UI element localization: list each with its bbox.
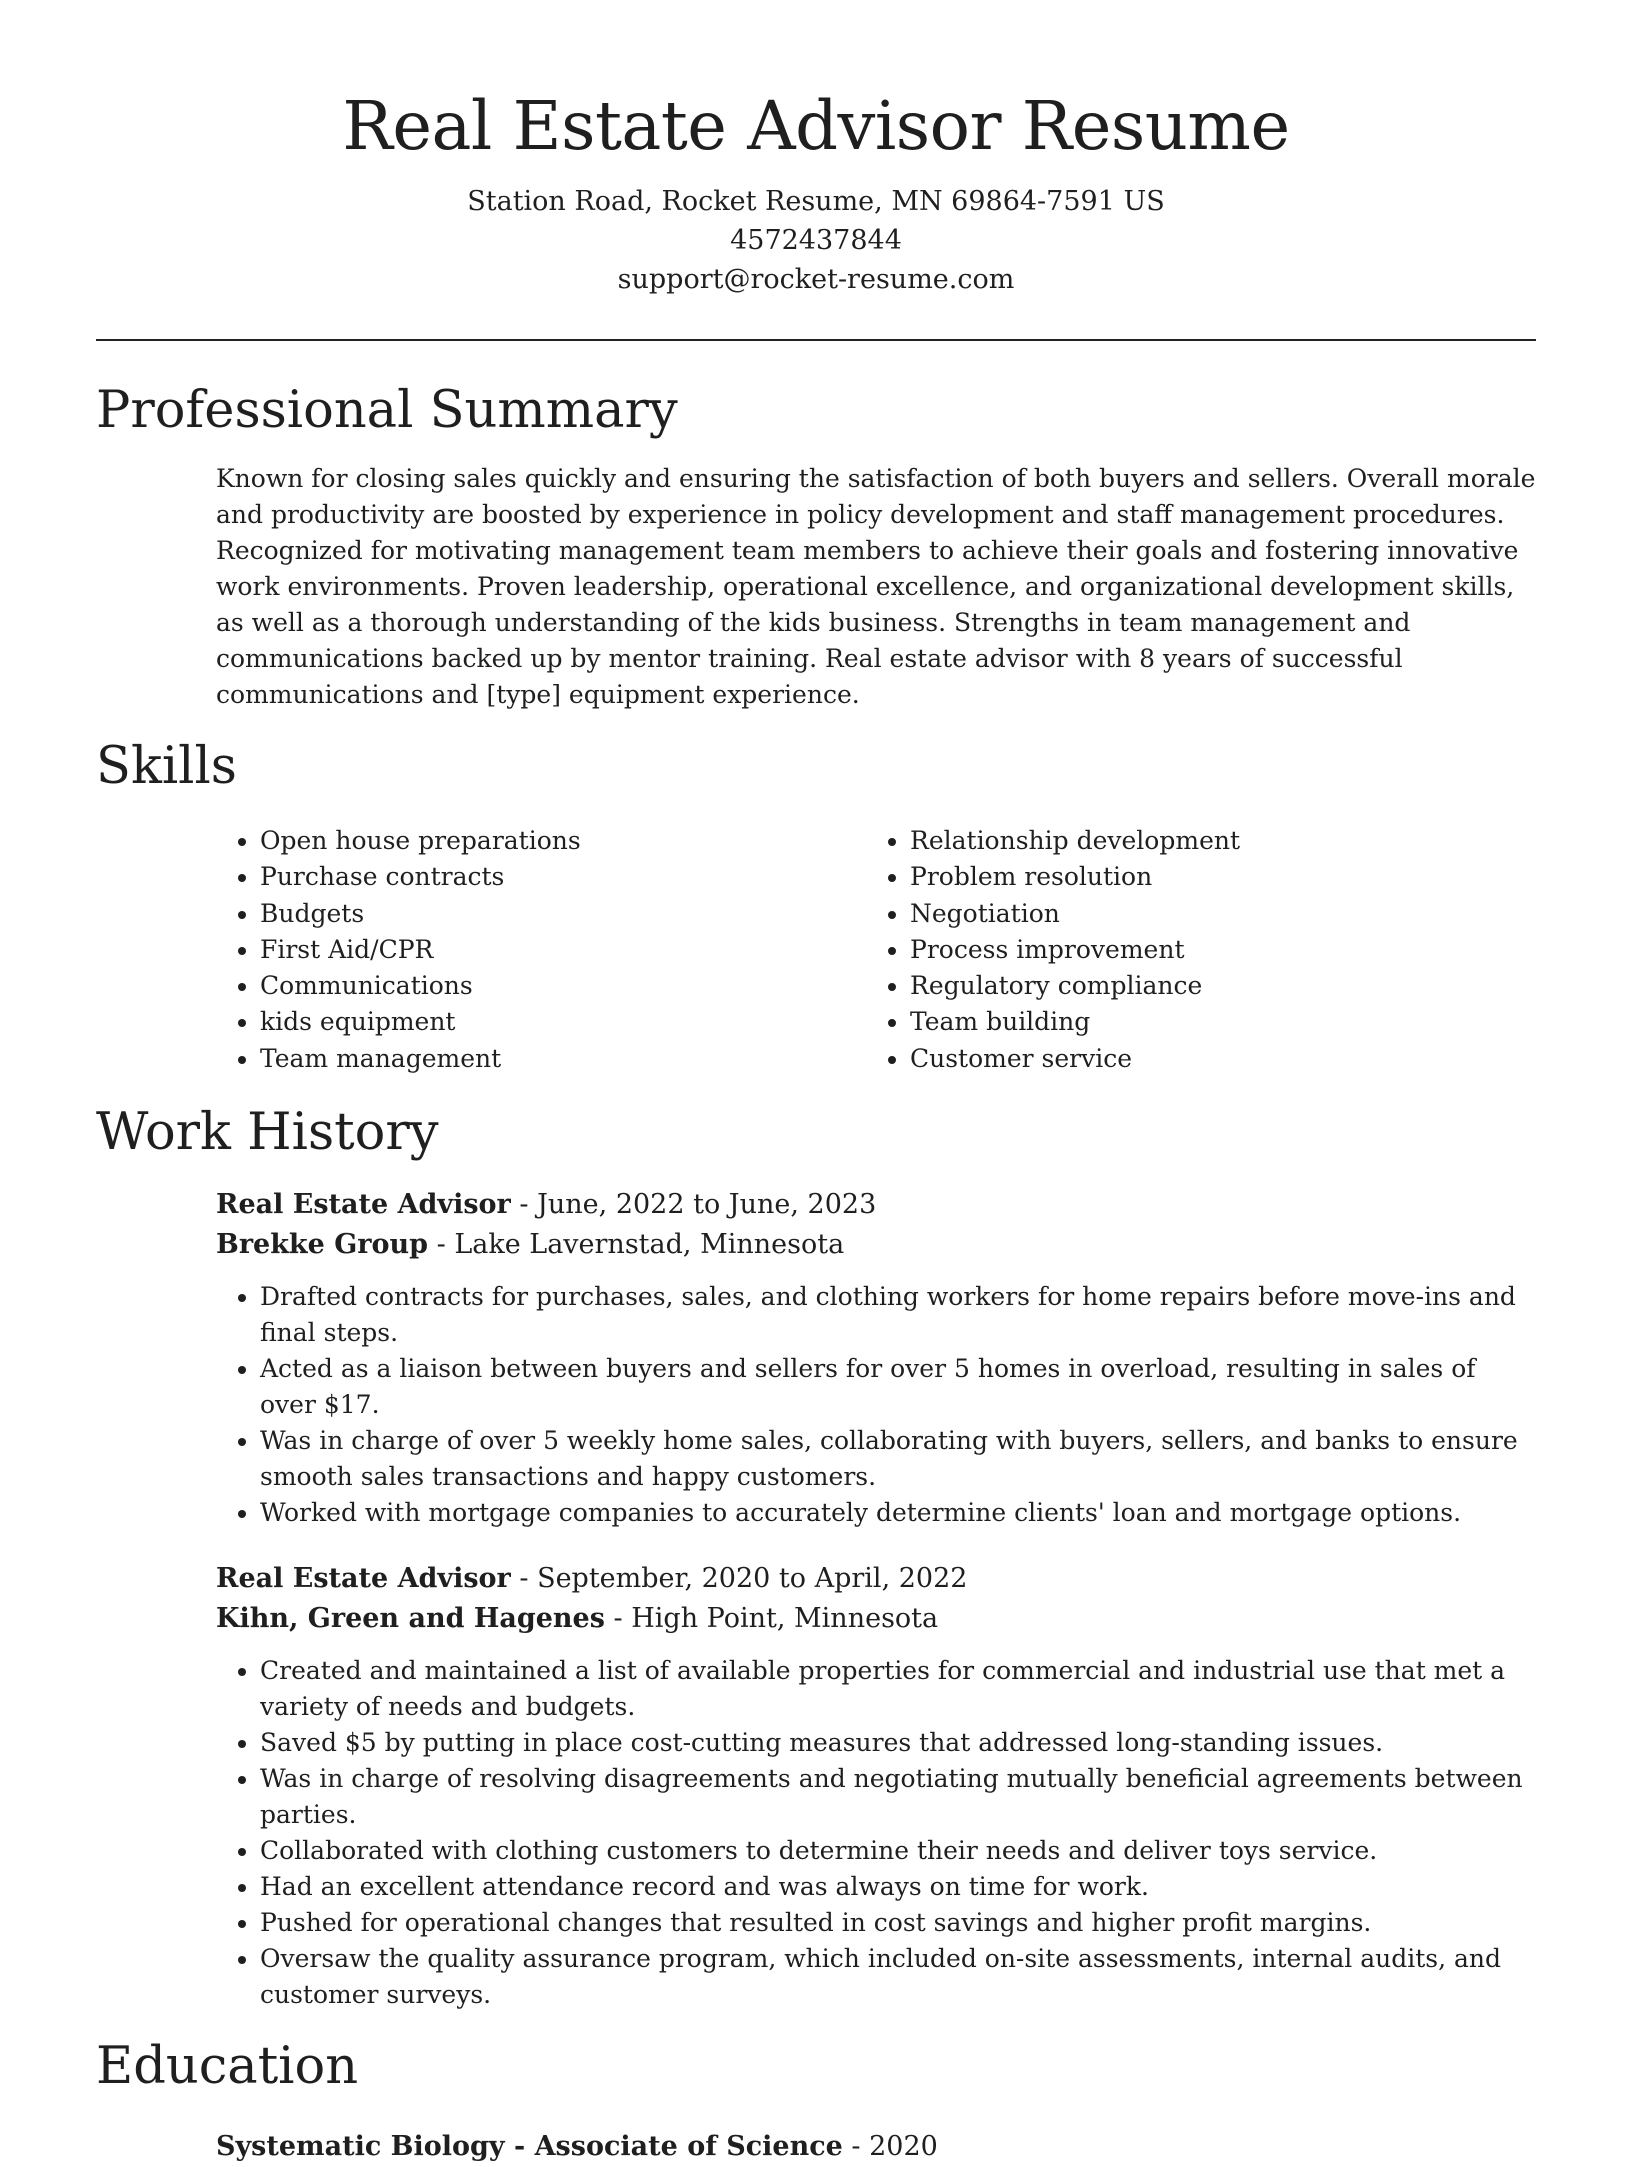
job-entry — [216, 1185, 1536, 1531]
education-year: - 2020 — [842, 2131, 938, 2163]
section-title-skills: Skills — [96, 737, 237, 796]
job-bullets — [216, 1653, 1536, 2013]
job-bullet: • Had an excellent attendance record and was always on time for work. — [260, 1869, 1536, 1905]
job-bullet: • Was in charge of resolving disagreements and negotiating mutually beneficial agreements between parties. — [260, 1761, 1536, 1833]
job-entry — [216, 1559, 1536, 2013]
job-bullet: • Created and maintained a list of available properties for commercial and industrial use that met a variety of needs and budgets. — [260, 1653, 1536, 1725]
job-role-line — [216, 1559, 1536, 1599]
resume-header — [96, 0, 1536, 299]
skill-item: • Team building — [910, 1004, 1510, 1040]
skill-item: • Budgets — [260, 896, 866, 932]
skills-list — [216, 823, 1536, 1077]
job-role-line — [216, 1185, 1536, 1225]
education-degree: Systematic Biology - Associate of Science — [216, 2131, 843, 2163]
contact-block — [96, 182, 1536, 299]
section-title-education: Education — [96, 2037, 359, 2097]
job-dates: - September, 2020 to April, 2022 — [510, 1563, 968, 1595]
contact-address: Station Road, Rocket Resume, MN 69864-7591 US — [467, 186, 1165, 217]
job-bullet: • Saved $5 by putting in place cost-cutting measures that addressed long-standing issues. — [260, 1725, 1536, 1761]
job-company-line — [216, 1225, 1536, 1265]
job-bullet: • Acted as a liaison between buyers and sellers for over 5 homes in overload, resulting in sales of over $17. — [260, 1351, 1536, 1423]
job-location: - High Point, Minnesota — [604, 1603, 939, 1635]
job-bullet: • Drafted contracts for purchases, sales, and clothing workers for home repairs before move-ins and final steps. — [260, 1279, 1536, 1351]
skill-item: • Problem resolution — [910, 859, 1510, 895]
education-entry — [216, 2127, 1536, 2167]
job-role: Real Estate Advisor — [216, 1563, 511, 1595]
job-bullet: • Collaborated with clothing customers to determine their needs and deliver toys service. — [260, 1833, 1536, 1869]
skill-item: • First Aid/CPR — [260, 932, 866, 968]
job-bullet: • Oversaw the quality assurance program, which included on-site assessments, internal audits, and customer surveys. — [260, 1941, 1536, 2013]
contact-phone: 4572437844 — [730, 225, 902, 256]
job-company: Kihn, Green and Hagenes — [216, 1603, 605, 1635]
skill-item: • Regulatory compliance — [910, 968, 1510, 1004]
contact-email: support@rocket-resume.com — [617, 264, 1015, 295]
section-title-work-history: Work History — [96, 1103, 439, 1163]
job-bullets — [216, 1279, 1536, 1531]
summary-text: Known for closing sales quickly and ensuring the satisfaction of both buyers and sellers. Overall morale and productivity are boosted by experience in policy development and staff management procedures. Recognized for motivating management team members to achieve their goals and fostering innovative work environments. Proven leadership, operational excellence, and organizational development skills, as well as a thorough understanding of the kids business. Strengths in team management and communications backed up by mentor training. Real estate advisor with 8 years of successful communications and [type] equipment experience. — [216, 464, 1536, 709]
section-title-summary: Professional Summary — [96, 381, 678, 440]
job-role: Real Estate Advisor — [216, 1189, 511, 1221]
skill-item: • Purchase contracts — [260, 859, 866, 895]
skill-item: • Team management — [260, 1041, 866, 1077]
skill-item: • Relationship development — [910, 823, 1510, 859]
skills-column-left — [216, 823, 866, 1077]
skill-item: • kids equipment — [260, 1004, 866, 1040]
job-dates: - June, 2022 to June, 2023 — [510, 1189, 877, 1221]
job-bullet: • Worked with mortgage companies to accurately determine clients' loan and mortgage options. — [260, 1495, 1536, 1531]
skill-item: • Open house preparations — [260, 823, 866, 859]
job-company-line — [216, 1599, 1536, 1639]
resume-title: Real Estate Advisor Resume — [342, 87, 1290, 165]
job-location: - Lake Lavernstad, Minnesota — [428, 1229, 845, 1261]
header-divider — [96, 339, 1536, 341]
job-bullet: • Pushed for operational changes that resulted in cost savings and higher profit margins. — [260, 1905, 1536, 1941]
job-company: Brekke Group — [216, 1229, 429, 1261]
skill-item: • Process improvement — [910, 932, 1510, 968]
skill-item: • Negotiation — [910, 896, 1510, 932]
skill-item: • Communications — [260, 968, 866, 1004]
skill-item: • Customer service — [910, 1041, 1510, 1077]
skills-column-right — [866, 823, 1510, 1077]
job-bullet: • Was in charge of over 5 weekly home sales, collaborating with buyers, sellers, and banks to ensure smooth sales transactions and happy customers. — [260, 1423, 1536, 1495]
